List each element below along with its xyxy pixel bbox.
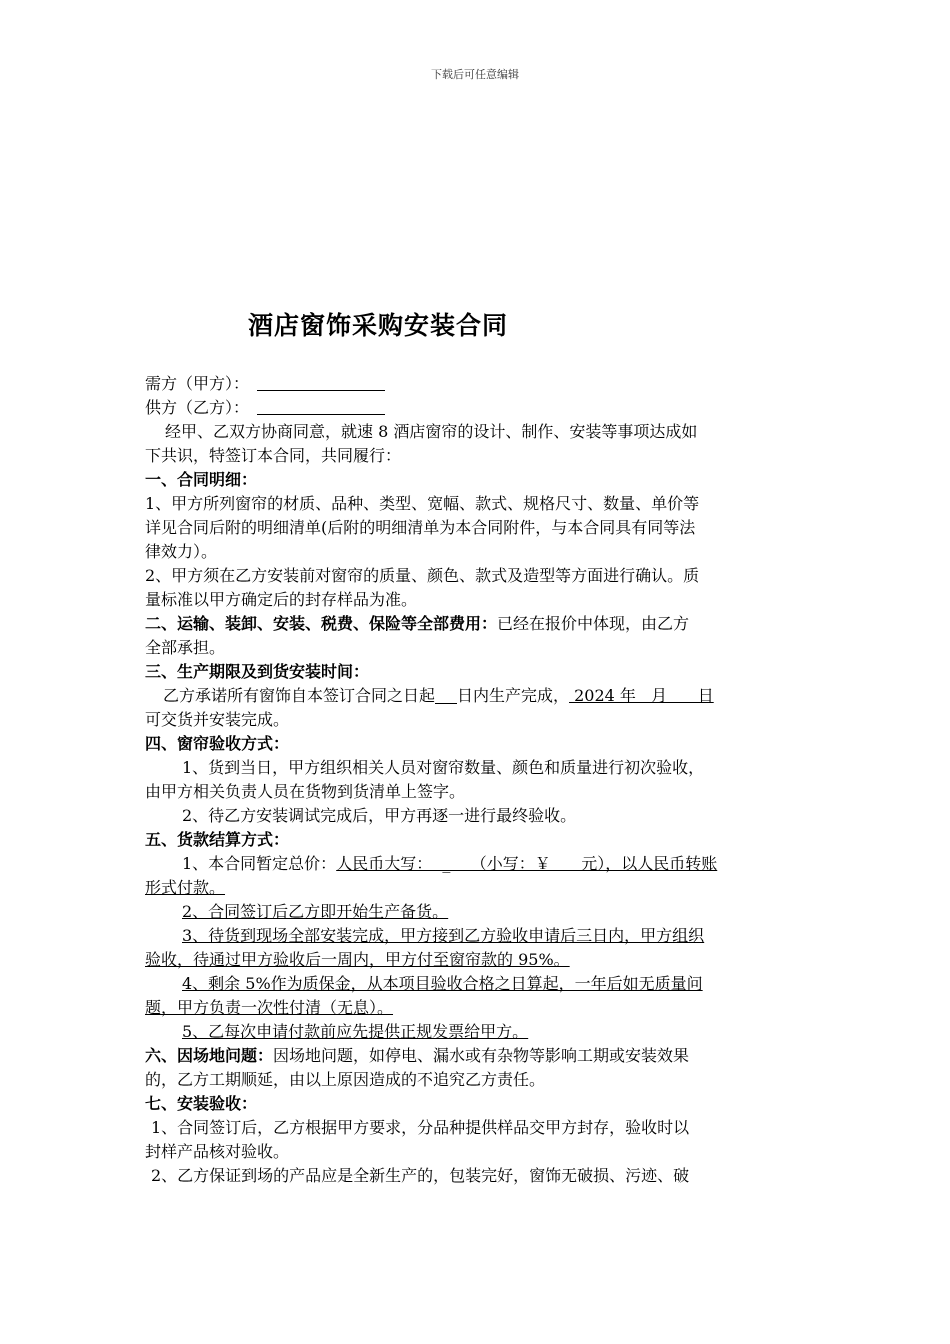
section-5-heading: 五、货款结算方式： <box>145 830 290 849</box>
s6-l1-rest: 因场地问题，如停电、漏水或有杂物等影响工期或安装效果 <box>273 1046 690 1065</box>
s4-p2: 2、待乙方安装调试完成后，甲方再逐一进行最终验收。 <box>182 806 577 825</box>
s1-p2-l2: 量标准以甲方确定后的封存样品为准。 <box>145 590 418 609</box>
intro-line-2: 下共识，特签订本合同，共同履行： <box>145 446 402 465</box>
s7-p2-l1: 2、乙方保证到场的产品应是全新生产的，包装完好，窗饰无破损、污迹、破 <box>151 1166 690 1185</box>
s5-p1-l2: 形式付款。 <box>145 878 226 897</box>
document-title: 酒店窗饰采购安装合同 <box>248 311 509 340</box>
s3-l1-b: 日内生产完成， <box>457 686 570 705</box>
s5-p2: 2、合同签订后乙方即开始生产备货。 <box>182 902 449 921</box>
s5-p3-l1: 3、待货到现场全部安装完成，甲方接到乙方验收申请后三日内，甲方组织 <box>182 926 705 945</box>
days-blank[interactable] <box>435 686 457 704</box>
intro-line-1: 经甲、乙双方协商同意，就速 8 酒店窗帘的设计、制作、安装等事项达成如 <box>165 422 698 441</box>
s1-p1-l3: 律效力）。 <box>145 542 218 561</box>
s2-l2: 全部承担。 <box>145 638 226 657</box>
section-6-line-1 <box>145 1044 807 1068</box>
supplier-line <box>145 396 807 420</box>
supplier-blank[interactable] <box>257 396 385 415</box>
contract-body <box>145 372 807 1188</box>
section-4-heading: 四、窗帘验收方式： <box>145 734 290 753</box>
section-1-heading: 一、合同明细： <box>145 470 258 489</box>
s7-p1-l1: 1、合同签订后，乙方根据甲方要求，分品种提供样品交甲方封存，验收时以 <box>151 1118 690 1137</box>
section-2-line-1 <box>145 612 807 636</box>
s5-p1-l1 <box>145 852 807 876</box>
s4-p1-l1: 1、货到当日，甲方组织相关人员对窗帘数量、颜色和质量进行初次验收， <box>182 758 705 777</box>
s1-p1-l2: 详见合同后附的明细清单(后附的明细清单为本合同附件，与本合同具有同等法 <box>145 518 696 537</box>
supplier-label: 供方（乙方）： <box>145 398 250 417</box>
section-2-heading: 二、运输、装卸、安装、税费、保险等全部费用： <box>145 614 498 633</box>
s5-p4-l1: 4、剩余 5%作为质保金，从本项目验收合格之日算起，一年后如无质量问 <box>182 974 703 993</box>
section-6-heading: 六、因场地问题： <box>145 1046 274 1065</box>
buyer-label: 需方（甲方）： <box>145 374 250 393</box>
s6-l2: 的，乙方工期顺延，由以上原因造成的不追究乙方责任。 <box>145 1070 546 1089</box>
s1-p1-l1: 1、甲方所列窗帘的材质、品种、类型、宽幅、款式、规格尺寸、数量、单价等 <box>145 494 700 513</box>
s2-l1-rest: 已经在报价中体现，由乙方 <box>497 614 690 633</box>
s5-p4-l2: 题，甲方负责一次性付清（无息）。 <box>145 998 394 1017</box>
s5-p5: 5、乙每次申请付款前应先提供正规发票给甲方。 <box>182 1022 529 1041</box>
s4-p1-l2: 由甲方相关负责人员在货物到货清单上签字。 <box>145 782 466 801</box>
s1-p2-l1: 2、甲方须在乙方安装前对窗帘的质量、颜色、款式及造型等方面进行确认。质 <box>145 566 700 585</box>
s5-p3-l2: 验收，待通过甲方验收后一周内，甲方付至窗帘款的 95%。 <box>145 950 570 969</box>
s3-l1 <box>145 684 807 708</box>
section-3-heading: 三、生产期限及到货安装时间： <box>145 662 370 681</box>
s3-l2: 可交货并安装完成。 <box>145 710 290 729</box>
buyer-blank[interactable] <box>257 372 385 391</box>
header-note: 下载后可任意编辑 <box>431 68 519 81</box>
section-7-heading: 七、安装验收： <box>145 1094 258 1113</box>
s5-p1-b: 人民币大写： _ （小写：￥ 元），以人民币转账 <box>336 854 718 873</box>
completion-date: 2024 年 月 日 <box>569 686 714 705</box>
buyer-line <box>145 372 807 396</box>
s5-p1-a: 1、本合同暂定总价： <box>182 854 337 873</box>
s7-p1-l2: 封样产品核对验收。 <box>145 1142 290 1161</box>
s3-l1-a: 乙方承诺所有窗饰自本签订合同之日起 <box>163 686 436 705</box>
